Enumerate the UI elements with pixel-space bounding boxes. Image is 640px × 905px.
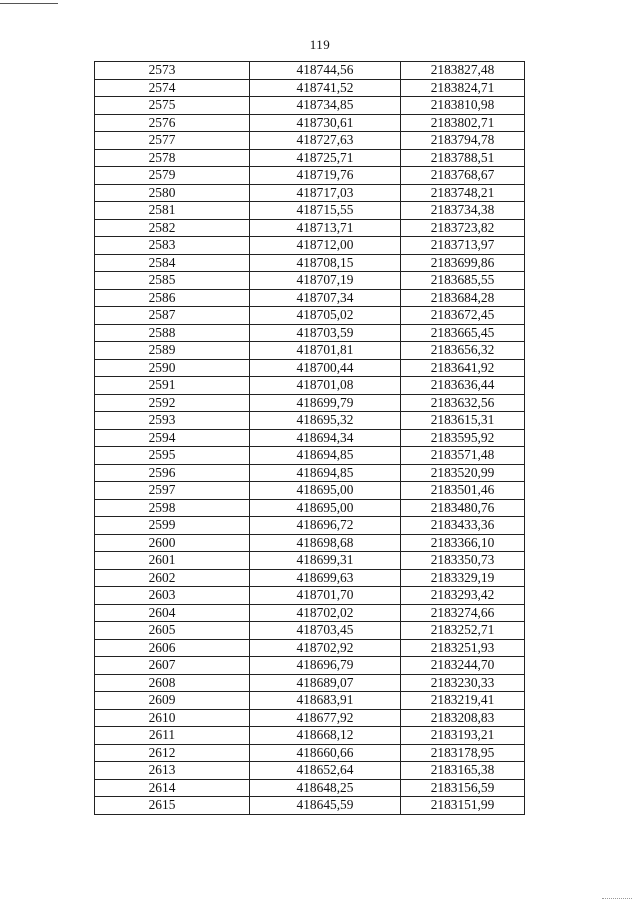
x-coordinate-cell: 418683,91 — [250, 692, 401, 710]
point-number-cell: 2592 — [95, 394, 250, 412]
point-number-cell: 2587 — [95, 307, 250, 325]
table-row — [95, 62, 525, 80]
y-coordinate-cell: 2183632,56 — [401, 394, 525, 412]
x-coordinate-cell: 418701,70 — [250, 587, 401, 605]
x-coordinate-cell: 418695,00 — [250, 482, 401, 500]
y-coordinate-cell: 2183802,71 — [401, 114, 525, 132]
point-number-cell: 2610 — [95, 709, 250, 727]
y-coordinate-cell: 2183636,44 — [401, 377, 525, 395]
table-row — [95, 202, 525, 220]
y-coordinate-cell: 2183244,70 — [401, 657, 525, 675]
table-row — [95, 359, 525, 377]
x-coordinate-cell: 418707,34 — [250, 289, 401, 307]
table-row — [95, 534, 525, 552]
y-coordinate-cell: 2183480,76 — [401, 499, 525, 517]
y-coordinate-cell: 2183208,83 — [401, 709, 525, 727]
table-row — [95, 132, 525, 150]
y-coordinate-cell: 2183723,82 — [401, 219, 525, 237]
x-coordinate-cell: 418668,12 — [250, 727, 401, 745]
y-coordinate-cell: 2183230,33 — [401, 674, 525, 692]
y-coordinate-cell: 2183520,99 — [401, 464, 525, 482]
table-row — [95, 324, 525, 342]
x-coordinate-cell: 418694,34 — [250, 429, 401, 447]
x-coordinate-cell: 418699,79 — [250, 394, 401, 412]
point-number-cell: 2595 — [95, 447, 250, 465]
table-row — [95, 779, 525, 797]
point-number-cell: 2573 — [95, 62, 250, 80]
x-coordinate-cell: 418707,19 — [250, 272, 401, 290]
y-coordinate-cell: 2183595,92 — [401, 429, 525, 447]
table-row — [95, 657, 525, 675]
x-coordinate-cell: 418741,52 — [250, 79, 401, 97]
page-number: 119 — [309, 37, 331, 52]
point-number-cell: 2604 — [95, 604, 250, 622]
x-coordinate-cell: 418694,85 — [250, 464, 401, 482]
x-coordinate-cell: 418715,55 — [250, 202, 401, 220]
x-coordinate-cell: 418734,85 — [250, 97, 401, 115]
point-number-cell: 2579 — [95, 167, 250, 185]
table-row — [95, 149, 525, 167]
point-number-cell: 2603 — [95, 587, 250, 605]
y-coordinate-cell: 2183251,93 — [401, 639, 525, 657]
point-number-cell: 2583 — [95, 237, 250, 255]
point-number-cell: 2597 — [95, 482, 250, 500]
y-coordinate-cell: 2183794,78 — [401, 132, 525, 150]
x-coordinate-cell: 418708,15 — [250, 254, 401, 272]
point-number-cell: 2608 — [95, 674, 250, 692]
y-coordinate-cell: 2183665,45 — [401, 324, 525, 342]
table-row — [95, 447, 525, 465]
point-number-cell: 2578 — [95, 149, 250, 167]
table-row — [95, 482, 525, 500]
y-coordinate-cell: 2183827,48 — [401, 62, 525, 80]
table-row — [95, 254, 525, 272]
x-coordinate-cell: 418699,63 — [250, 569, 401, 587]
y-coordinate-cell: 2183274,66 — [401, 604, 525, 622]
y-coordinate-cell: 2183615,31 — [401, 412, 525, 430]
y-coordinate-cell: 2183734,38 — [401, 202, 525, 220]
x-coordinate-cell: 418700,44 — [250, 359, 401, 377]
y-coordinate-cell: 2183656,32 — [401, 342, 525, 360]
y-coordinate-cell: 2183193,21 — [401, 727, 525, 745]
point-number-cell: 2596 — [95, 464, 250, 482]
table-row — [95, 744, 525, 762]
x-coordinate-cell: 418701,08 — [250, 377, 401, 395]
point-number-cell: 2588 — [95, 324, 250, 342]
y-coordinate-cell: 2183699,86 — [401, 254, 525, 272]
x-coordinate-cell: 418645,59 — [250, 797, 401, 815]
x-coordinate-cell: 418695,00 — [250, 499, 401, 517]
y-coordinate-cell: 2183501,46 — [401, 482, 525, 500]
x-coordinate-cell: 418689,07 — [250, 674, 401, 692]
point-number-cell: 2577 — [95, 132, 250, 150]
table-row — [95, 622, 525, 640]
point-number-cell: 2591 — [95, 377, 250, 395]
x-coordinate-cell: 418660,66 — [250, 744, 401, 762]
y-coordinate-cell: 2183350,73 — [401, 552, 525, 570]
table-row — [95, 79, 525, 97]
table-row — [95, 639, 525, 657]
table-row — [95, 289, 525, 307]
point-number-cell: 2584 — [95, 254, 250, 272]
point-number-cell: 2599 — [95, 517, 250, 535]
point-number-cell: 2615 — [95, 797, 250, 815]
table-row — [95, 604, 525, 622]
point-number-cell: 2580 — [95, 184, 250, 202]
table-row — [95, 552, 525, 570]
x-coordinate-cell: 418702,02 — [250, 604, 401, 622]
point-number-cell: 2576 — [95, 114, 250, 132]
table-row — [95, 114, 525, 132]
x-coordinate-cell: 418712,00 — [250, 237, 401, 255]
x-coordinate-cell: 418703,59 — [250, 324, 401, 342]
point-number-cell: 2601 — [95, 552, 250, 570]
x-coordinate-cell: 418727,63 — [250, 132, 401, 150]
table-row — [95, 412, 525, 430]
table-row — [95, 377, 525, 395]
table-row — [95, 342, 525, 360]
point-number-cell: 2581 — [95, 202, 250, 220]
x-coordinate-cell: 418744,56 — [250, 62, 401, 80]
table-row — [95, 394, 525, 412]
x-coordinate-cell: 418698,68 — [250, 534, 401, 552]
corner-scan-line — [0, 3, 58, 5]
point-number-cell: 2575 — [95, 97, 250, 115]
point-number-cell: 2607 — [95, 657, 250, 675]
point-number-cell: 2600 — [95, 534, 250, 552]
x-coordinate-cell: 418648,25 — [250, 779, 401, 797]
y-coordinate-cell: 2183165,38 — [401, 762, 525, 780]
y-coordinate-cell: 2183571,48 — [401, 447, 525, 465]
x-coordinate-cell: 418703,45 — [250, 622, 401, 640]
table-row — [95, 429, 525, 447]
y-coordinate-cell: 2183329,19 — [401, 569, 525, 587]
y-coordinate-cell: 2183768,67 — [401, 167, 525, 185]
x-coordinate-cell: 418699,31 — [250, 552, 401, 570]
table-row — [95, 219, 525, 237]
point-number-cell: 2586 — [95, 289, 250, 307]
table-row — [95, 709, 525, 727]
y-coordinate-cell: 2183713,97 — [401, 237, 525, 255]
point-number-cell: 2609 — [95, 692, 250, 710]
y-coordinate-cell: 2183824,71 — [401, 79, 525, 97]
point-number-cell: 2614 — [95, 779, 250, 797]
table-row — [95, 517, 525, 535]
table-row — [95, 499, 525, 517]
x-coordinate-cell: 418725,71 — [250, 149, 401, 167]
point-number-cell: 2611 — [95, 727, 250, 745]
y-coordinate-cell: 2183366,10 — [401, 534, 525, 552]
point-number-cell: 2606 — [95, 639, 250, 657]
table-row — [95, 762, 525, 780]
x-coordinate-cell: 418719,76 — [250, 167, 401, 185]
y-coordinate-cell: 2183748,21 — [401, 184, 525, 202]
table-row — [95, 167, 525, 185]
point-number-cell: 2590 — [95, 359, 250, 377]
x-coordinate-cell: 418701,81 — [250, 342, 401, 360]
table-row — [95, 272, 525, 290]
table-row — [95, 307, 525, 325]
y-coordinate-cell: 2183178,95 — [401, 744, 525, 762]
table-row — [95, 97, 525, 115]
table-row — [95, 674, 525, 692]
point-number-cell: 2602 — [95, 569, 250, 587]
point-number-cell: 2612 — [95, 744, 250, 762]
x-coordinate-cell: 418677,92 — [250, 709, 401, 727]
y-coordinate-cell: 2183433,36 — [401, 517, 525, 535]
y-coordinate-cell: 2183156,59 — [401, 779, 525, 797]
x-coordinate-cell: 418696,72 — [250, 517, 401, 535]
y-coordinate-cell: 2183151,99 — [401, 797, 525, 815]
point-number-cell: 2589 — [95, 342, 250, 360]
table-row — [95, 797, 525, 815]
point-number-cell: 2574 — [95, 79, 250, 97]
y-coordinate-cell: 2183641,92 — [401, 359, 525, 377]
table-row — [95, 464, 525, 482]
x-coordinate-cell: 418717,03 — [250, 184, 401, 202]
point-number-cell: 2585 — [95, 272, 250, 290]
table-row — [95, 184, 525, 202]
x-coordinate-cell: 418695,32 — [250, 412, 401, 430]
y-coordinate-cell: 2183293,42 — [401, 587, 525, 605]
point-number-cell: 2594 — [95, 429, 250, 447]
y-coordinate-cell: 2183684,28 — [401, 289, 525, 307]
y-coordinate-cell: 2183810,98 — [401, 97, 525, 115]
y-coordinate-cell: 2183252,71 — [401, 622, 525, 640]
table-row — [95, 727, 525, 745]
y-coordinate-cell: 2183788,51 — [401, 149, 525, 167]
x-coordinate-cell: 418705,02 — [250, 307, 401, 325]
y-coordinate-cell: 2183685,55 — [401, 272, 525, 290]
bottom-scan-mark — [602, 898, 632, 899]
table-row — [95, 692, 525, 710]
point-number-cell: 2613 — [95, 762, 250, 780]
table-row — [95, 237, 525, 255]
point-number-cell: 2605 — [95, 622, 250, 640]
x-coordinate-cell: 418652,64 — [250, 762, 401, 780]
x-coordinate-cell: 418702,92 — [250, 639, 401, 657]
x-coordinate-cell: 418713,71 — [250, 219, 401, 237]
y-coordinate-cell: 2183219,41 — [401, 692, 525, 710]
coordinates-table — [94, 61, 525, 815]
point-number-cell: 2582 — [95, 219, 250, 237]
x-coordinate-cell: 418696,79 — [250, 657, 401, 675]
y-coordinate-cell: 2183672,45 — [401, 307, 525, 325]
point-number-cell: 2598 — [95, 499, 250, 517]
coordinates-table-body — [95, 62, 525, 815]
table-row — [95, 569, 525, 587]
point-number-cell: 2593 — [95, 412, 250, 430]
table-row — [95, 587, 525, 605]
x-coordinate-cell: 418730,61 — [250, 114, 401, 132]
x-coordinate-cell: 418694,85 — [250, 447, 401, 465]
